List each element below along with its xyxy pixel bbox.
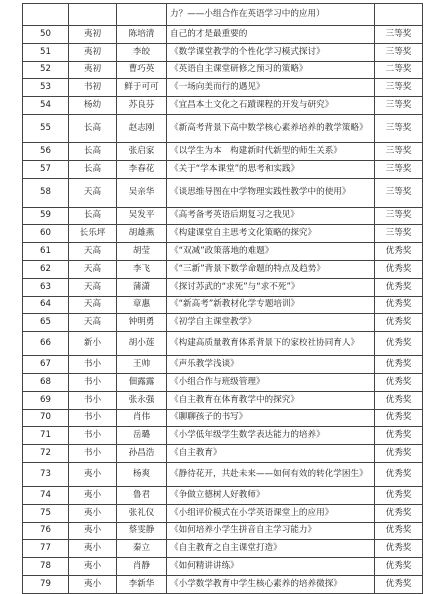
cell-number: 51 xyxy=(23,43,69,61)
cell-name: 钟明勇 xyxy=(117,314,167,332)
cell-award: 三等奖 xyxy=(375,26,423,44)
cell-school: 书小 xyxy=(69,373,117,391)
cell-number: 53 xyxy=(23,79,69,97)
cell-school: 天高 xyxy=(69,314,117,332)
cell-award: 优秀奖 xyxy=(375,409,423,427)
cell-school: 长乐坪 xyxy=(69,225,117,243)
cell-award: 二等奖 xyxy=(375,61,423,79)
cell-award: 优秀奖 xyxy=(375,356,423,374)
cell-name: 苏良芬 xyxy=(117,97,167,115)
cell-title: 《探讨苏武的“求死”与“求不死”》 xyxy=(167,278,375,296)
cell-number: 68 xyxy=(23,373,69,391)
cell-number: 61 xyxy=(23,243,69,261)
cell-school: 长高 xyxy=(69,142,117,160)
cell-title: 《关于“学本课堂”的思考和实践》 xyxy=(167,160,375,178)
cell-title: 《一场向美而行的遇见》 xyxy=(167,79,375,97)
cell-award: 三等奖 xyxy=(375,79,423,97)
cell-school: 夷小 xyxy=(69,522,117,540)
cell-name: 王帅 xyxy=(117,356,167,374)
cell-title: 《构建课堂自主思考文化策略的探究》 xyxy=(167,225,375,243)
cell-title: 《聊聊孩子的书写》 xyxy=(167,409,375,427)
table-row xyxy=(23,522,423,540)
cell-school: 夷小 xyxy=(69,575,117,593)
table-row xyxy=(23,391,423,409)
cell-title: 《如何培养小学生拼音自主学习能力》 xyxy=(167,522,375,540)
table-row xyxy=(23,314,423,332)
cell-award: 优秀奖 xyxy=(375,391,423,409)
table-row xyxy=(23,142,423,160)
cell-name: 张启家 xyxy=(117,142,167,160)
cell-number: 73 xyxy=(23,462,69,486)
table-row xyxy=(23,558,423,576)
cell-award: 优秀奖 xyxy=(375,314,423,332)
cell-title: 《小学数学教育中学生核心素养的培养微探》 xyxy=(167,575,375,593)
table-row xyxy=(23,332,423,356)
cell-school: 天高 xyxy=(69,260,117,278)
table-row xyxy=(23,160,423,178)
cell-award: 三等奖 xyxy=(375,114,423,142)
cell-award: 优秀奖 xyxy=(375,540,423,558)
cell-school: 长高 xyxy=(69,114,117,142)
cell-title: 《数学课堂教学的个性化学习模式探讨》 xyxy=(167,43,375,61)
cell-title: 《小组合作与班级管理》 xyxy=(167,373,375,391)
cell-title: 《如何精讲讲练》 xyxy=(167,558,375,576)
cell-title: 《高考备考英语后期复习之我见》 xyxy=(167,207,375,225)
cell-number: 62 xyxy=(23,260,69,278)
cell-name: 杨爽 xyxy=(117,462,167,486)
cell-name: 李飞 xyxy=(117,260,167,278)
cell-number: 69 xyxy=(23,391,69,409)
cell-school: 天高 xyxy=(69,243,117,261)
cell-title: 《“双减”政策落地的难题》 xyxy=(167,243,375,261)
cell-award: 三等奖 xyxy=(375,207,423,225)
table-row xyxy=(23,445,423,463)
cell-award: 优秀奖 xyxy=(375,575,423,593)
table-row xyxy=(23,114,423,142)
cell-school: 夷小 xyxy=(69,540,117,558)
cell-school: 夷小 xyxy=(69,462,117,486)
cell-name: 陈培清 xyxy=(117,26,167,44)
table-row xyxy=(23,97,423,115)
cell-school: 杨幼 xyxy=(69,97,117,115)
cell-number: 64 xyxy=(23,296,69,314)
cell-number: 72 xyxy=(23,445,69,463)
cell-award: 三等奖 xyxy=(375,43,423,61)
cell-number: 56 xyxy=(23,142,69,160)
cell-title: 《静待花开，共赴未来——如何有效的转化学困生》 xyxy=(167,462,375,486)
cell-number: 78 xyxy=(23,558,69,576)
cell-number xyxy=(23,4,69,26)
cell-award: 优秀奖 xyxy=(375,462,423,486)
cell-title: 《谈思维导图在中学物理实践性教学中的使用》 xyxy=(167,178,375,207)
cell-award: 三等奖 xyxy=(375,225,423,243)
cell-title: 《初学自主课堂教学》 xyxy=(167,314,375,332)
cell-number: 52 xyxy=(23,61,69,79)
cell-award: 三等奖 xyxy=(375,97,423,115)
cell-name: 胡小莲 xyxy=(117,332,167,356)
cell-award: 优秀奖 xyxy=(375,504,423,522)
cell-award: 优秀奖 xyxy=(375,373,423,391)
cell-school: 夷小 xyxy=(69,486,117,504)
cell-name: 鲁君 xyxy=(117,486,167,504)
cell-name: 吴发平 xyxy=(117,207,167,225)
cell-number: 58 xyxy=(23,178,69,207)
table-row xyxy=(23,79,423,97)
cell-number: 71 xyxy=(23,427,69,445)
table-row xyxy=(23,296,423,314)
cell-name: 蔡雯静 xyxy=(117,522,167,540)
cell-name: 蒲潇 xyxy=(117,278,167,296)
table-row xyxy=(23,260,423,278)
table-row xyxy=(23,373,423,391)
cell-school: 长高 xyxy=(69,207,117,225)
cell-school: 书小 xyxy=(69,356,117,374)
cell-title: 《“新高考”新教材化学专题培训》 xyxy=(167,296,375,314)
cell-school: 书小 xyxy=(69,427,117,445)
cell-name xyxy=(117,4,167,26)
cell-title: 《声乐教学浅谈》 xyxy=(167,356,375,374)
cell-school: 新小 xyxy=(69,332,117,356)
table-row xyxy=(23,575,423,593)
table-row xyxy=(23,278,423,296)
cell-number: 57 xyxy=(23,160,69,178)
cell-number: 54 xyxy=(23,97,69,115)
cell-name: 李春花 xyxy=(117,160,167,178)
cell-number: 75 xyxy=(23,504,69,522)
table-row xyxy=(23,225,423,243)
cell-name: 章惠 xyxy=(117,296,167,314)
cell-school: 天高 xyxy=(69,178,117,207)
cell-school: 书小 xyxy=(69,409,117,427)
cell-title: 《英语自主课堂研修之预习的策略》 xyxy=(167,61,375,79)
cell-award: 三等奖 xyxy=(375,178,423,207)
cell-title: 《争做立德树人好教师》 xyxy=(167,486,375,504)
cell-name: 佃露露 xyxy=(117,373,167,391)
table-row xyxy=(23,178,423,207)
table-row xyxy=(23,409,423,427)
awards-table-sheet xyxy=(22,3,422,594)
cell-title: 《自主教育之自主课堂打造》 xyxy=(167,540,375,558)
cell-award xyxy=(375,4,423,26)
cell-title: 《“三新”背景下数学命题的特点及趋势》 xyxy=(167,260,375,278)
cell-award: 优秀奖 xyxy=(375,243,423,261)
cell-school: 书小 xyxy=(69,445,117,463)
cell-title: 《自主教育在体育教学中的探究》 xyxy=(167,391,375,409)
table-row xyxy=(23,243,423,261)
cell-number: 67 xyxy=(23,356,69,374)
table-row xyxy=(23,43,423,61)
cell-school: 天高 xyxy=(69,278,117,296)
cell-name: 孙昌浩 xyxy=(117,445,167,463)
cell-number: 60 xyxy=(23,225,69,243)
cell-number: 66 xyxy=(23,332,69,356)
cell-award: 优秀奖 xyxy=(375,278,423,296)
cell-name: 肖伟 xyxy=(117,409,167,427)
table-row xyxy=(23,26,423,44)
cell-school xyxy=(69,4,117,26)
cell-school: 夷初 xyxy=(69,61,117,79)
cell-title: 《新高考背景下高中数学核心素养培养的教学策略》 xyxy=(167,114,375,142)
cell-school: 夷小 xyxy=(69,558,117,576)
cell-number: 77 xyxy=(23,540,69,558)
cell-name: 曹巧英 xyxy=(117,61,167,79)
cell-title: 《自主教育》 xyxy=(167,445,375,463)
cell-name: 李新华 xyxy=(117,575,167,593)
awards-table xyxy=(22,3,423,594)
cell-award: 优秀奖 xyxy=(375,486,423,504)
table-row-continuation xyxy=(23,4,423,26)
cell-title: 《小学低年级学生数学表达能力的培养》 xyxy=(167,427,375,445)
cell-title: 自己的才是最重要的 xyxy=(167,26,375,44)
cell-name: 鲜于可可 xyxy=(117,79,167,97)
cell-title: 力？——小组合作在英语学习中的应用） xyxy=(167,4,375,26)
table-row xyxy=(23,207,423,225)
cell-award: 优秀奖 xyxy=(375,522,423,540)
cell-number: 65 xyxy=(23,314,69,332)
cell-school: 天高 xyxy=(69,296,117,314)
table-row xyxy=(23,540,423,558)
cell-award: 三等奖 xyxy=(375,160,423,178)
cell-award: 三等奖 xyxy=(375,142,423,160)
cell-award: 优秀奖 xyxy=(375,558,423,576)
cell-number: 59 xyxy=(23,207,69,225)
cell-number: 74 xyxy=(23,486,69,504)
cell-name: 岳璐 xyxy=(117,427,167,445)
cell-award: 优秀奖 xyxy=(375,445,423,463)
cell-number: 50 xyxy=(23,26,69,44)
cell-title: 《宜昌本土文化之石蹟课程的开发与研究》 xyxy=(167,97,375,115)
cell-number: 55 xyxy=(23,114,69,142)
cell-title: 《小组评价模式在小学英语课堂上的应用》 xyxy=(167,504,375,522)
cell-school: 书小 xyxy=(69,391,117,409)
cell-name: 秦立 xyxy=(117,540,167,558)
cell-number: 79 xyxy=(23,575,69,593)
cell-school: 书初 xyxy=(69,79,117,97)
cell-number: 76 xyxy=(23,522,69,540)
table-row xyxy=(23,427,423,445)
cell-school: 夷初 xyxy=(69,43,117,61)
cell-school: 夷小 xyxy=(69,504,117,522)
cell-name: 胡雄燕 xyxy=(117,225,167,243)
cell-number: 63 xyxy=(23,278,69,296)
cell-school: 夷初 xyxy=(69,26,117,44)
cell-school: 长高 xyxy=(69,160,117,178)
cell-award: 优秀奖 xyxy=(375,427,423,445)
table-row xyxy=(23,504,423,522)
table-row xyxy=(23,462,423,486)
cell-name: 吴亲华 xyxy=(117,178,167,207)
table-row xyxy=(23,356,423,374)
cell-award: 优秀奖 xyxy=(375,332,423,356)
table-row xyxy=(23,61,423,79)
cell-title: 《构建高质量教育体系背景下的家校社协同育人》 xyxy=(167,332,375,356)
cell-name: 张礼仪 xyxy=(117,504,167,522)
cell-name: 李皎 xyxy=(117,43,167,61)
cell-award: 优秀奖 xyxy=(375,260,423,278)
cell-number: 70 xyxy=(23,409,69,427)
cell-name: 胡莹 xyxy=(117,243,167,261)
cell-name: 赵志刚 xyxy=(117,114,167,142)
table-row xyxy=(23,486,423,504)
cell-name: 肖静 xyxy=(117,558,167,576)
cell-title: 《以学生为本 构建新时代新型的师生关系》 xyxy=(167,142,375,160)
cell-award: 优秀奖 xyxy=(375,296,423,314)
cell-name: 张永强 xyxy=(117,391,167,409)
